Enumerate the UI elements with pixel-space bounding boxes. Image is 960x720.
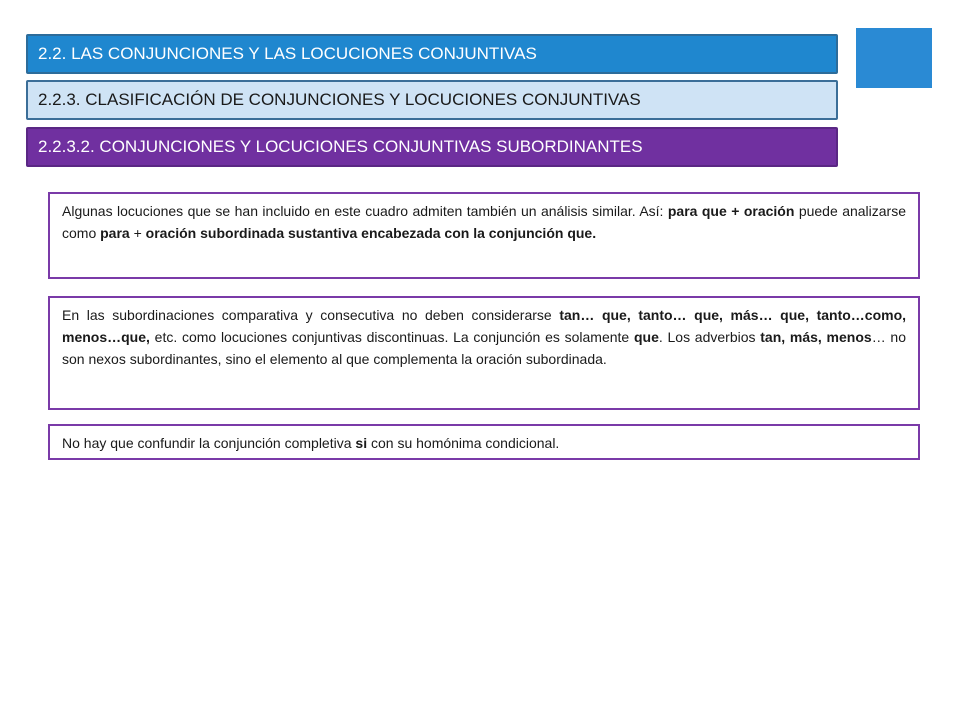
note-box-si [48,424,920,460]
note2-bold-a: tan… que, tanto… que, más… que, tanto…como, menos…que, [62,307,907,345]
section-header-level1 [26,34,838,74]
note2-text-c: . Los adverbios [658,329,761,345]
note2-text-b: etc. como locuciones conjuntivas discontinuas. La conjunción es solamente [149,329,634,345]
note3-bold-a: si [355,435,368,451]
note2-text-a: En las subordinaciones comparativa y consecutiva no deben considerarse [62,307,560,323]
note2-text-d: … no son nexos subordinantes, sino el elemento al que complementa la oración subordinada. [62,329,907,367]
note3-text-a: No hay que confundir la conjunción completiva [62,435,356,451]
note1-bold-c: oración subordinada sustantiva encabezada con la conjunción que. [145,225,597,241]
section-header-level3 [26,127,838,167]
note1-bold-a: para que + oración [667,203,795,219]
note2-bold-b: que [633,329,659,345]
section-header-level2 [26,80,838,120]
note2-bold-c: tan, más, menos [760,329,872,345]
section-header-level3-text: 2.2.3.2. CONJUNCIONES Y LOCUCIONES CONJUNTIVAS SUBORDINANTES [38,137,643,156]
note3-text-b: con su homónima condicional. [367,435,560,451]
note1-text-b: puede analizarse como [62,203,907,241]
note1-text-a: Algunas locuciones que se han incluido en este cuadro admiten también un análisis similar. Así: [62,203,668,219]
note1-bold-b: para [100,225,130,241]
note-box-comparativas [48,296,920,410]
note1-text-c: + [129,225,146,241]
note-box-locuciones [48,192,920,279]
section-header-level1-text: 2.2. LAS CONJUNCIONES Y LAS LOCUCIONES CONJUNTIVAS [38,44,537,63]
section-header-level2-text: 2.2.3. CLASIFICACIÓN DE CONJUNCIONES Y LOCUCIONES CONJUNTIVAS [38,90,641,109]
corner-accent-square [856,28,932,88]
